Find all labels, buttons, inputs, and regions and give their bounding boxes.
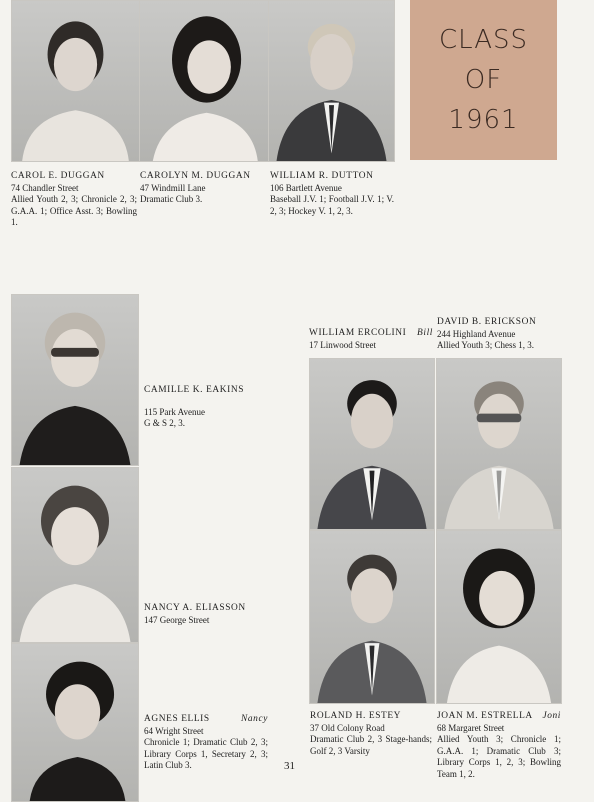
student-address: 74 Chandler Street [11,182,79,193]
banner-line-year: 1961 [448,105,519,135]
portrait-photo-nancy-eliasson [11,467,139,643]
caption-william-dutton [270,171,394,217]
caption-roland-estey [310,711,432,757]
student-activities: Baseball J.V. 1; Football J.V. 1; V. 2, 3; Hockey V. 1, 2, 3. [270,194,394,216]
portrait-photo-william-ercolini [309,358,435,530]
student-name: WILLIAM ERCOLINI [309,328,407,338]
caption-camille-eakins [144,385,274,430]
caption-joan-estrella [437,711,561,780]
student-nickname: Bill [417,328,433,338]
caption-william-ercolini [309,328,433,351]
student-address: 147 George Street [144,614,210,625]
student-name: CAMILLE K. EAKINS [144,385,245,395]
banner-line-class: CLASS [438,25,529,55]
student-activities: Dramatic Club 3. [140,194,203,204]
student-address: 17 Linwood Street [309,339,376,350]
portrait-photo-david-erickson [436,358,562,530]
portrait-photo-william-dutton [268,0,395,162]
page-number: 31 [284,760,295,772]
student-name: CAROLYN M. DUGGAN [140,171,251,181]
portrait-photo-joan-estrella [436,530,562,704]
portrait-photo-carol-duggan [11,0,140,162]
student-name: AGNES ELLIS [144,714,210,724]
student-address: 64 Wright Street [144,725,204,736]
student-address: 106 Bartlett Avenue [270,182,342,193]
caption-nancy-eliasson [144,603,274,626]
student-name: CAROL E. DUGGAN [11,171,105,181]
student-name: NANCY A. ELIASSON [144,603,246,613]
student-activities: Allied Youth 2, 3; Chronicle 2, 3; G.A.A. 1; Office Asst. 3; Bowling 1. [11,194,137,227]
caption-david-erickson [437,317,561,352]
portrait-photo-agnes-ellis [11,643,139,802]
student-name: JOAN M. ESTRELLA [437,711,533,721]
student-address: 115 Park Avenue [144,406,205,417]
student-address: 47 Windmill Lane [140,182,206,193]
student-name: ROLAND H. ESTEY [310,711,402,721]
student-name: DAVID B. ERICKSON [437,317,537,327]
caption-carol-duggan [11,171,137,229]
student-activities: G & S 2, 3. [144,418,186,428]
portrait-photo-carolyn-duggan [139,0,269,162]
student-address: 244 Highland Avenue [437,328,516,339]
portrait-photo-roland-estey [309,530,435,704]
class-of-1961-banner [410,0,557,160]
student-activities: Chronicle 1; Dramatic Club 2, 3; Library Corps 1, Secretary 2, 3; Latin Club 3. [144,737,268,770]
student-address: 37 Old Colony Road [310,722,385,733]
portrait-photo-camille-eakins [11,294,139,466]
banner-line-of: OF [464,65,503,95]
student-name: WILLIAM R. DUTTON [270,171,374,181]
caption-carolyn-duggan [140,171,266,206]
student-activities: Dramatic Club 2, 3 Stage-hands; Golf 2, 3 Varsity [310,734,432,756]
caption-agnes-ellis [144,714,268,772]
student-activities: Allied Youth 3; Chess 1, 3. [437,340,535,350]
student-address: 68 Margaret Street [437,722,505,733]
student-nickname: Joni [542,711,561,721]
student-nickname: Nancy [241,714,268,724]
student-activities: Allied Youth 3; Chronicle 1; G.A.A. 1; Dramatic Club 3; Library Corps 1, 2, 3; Bowling Team 1, 2. [437,734,561,779]
